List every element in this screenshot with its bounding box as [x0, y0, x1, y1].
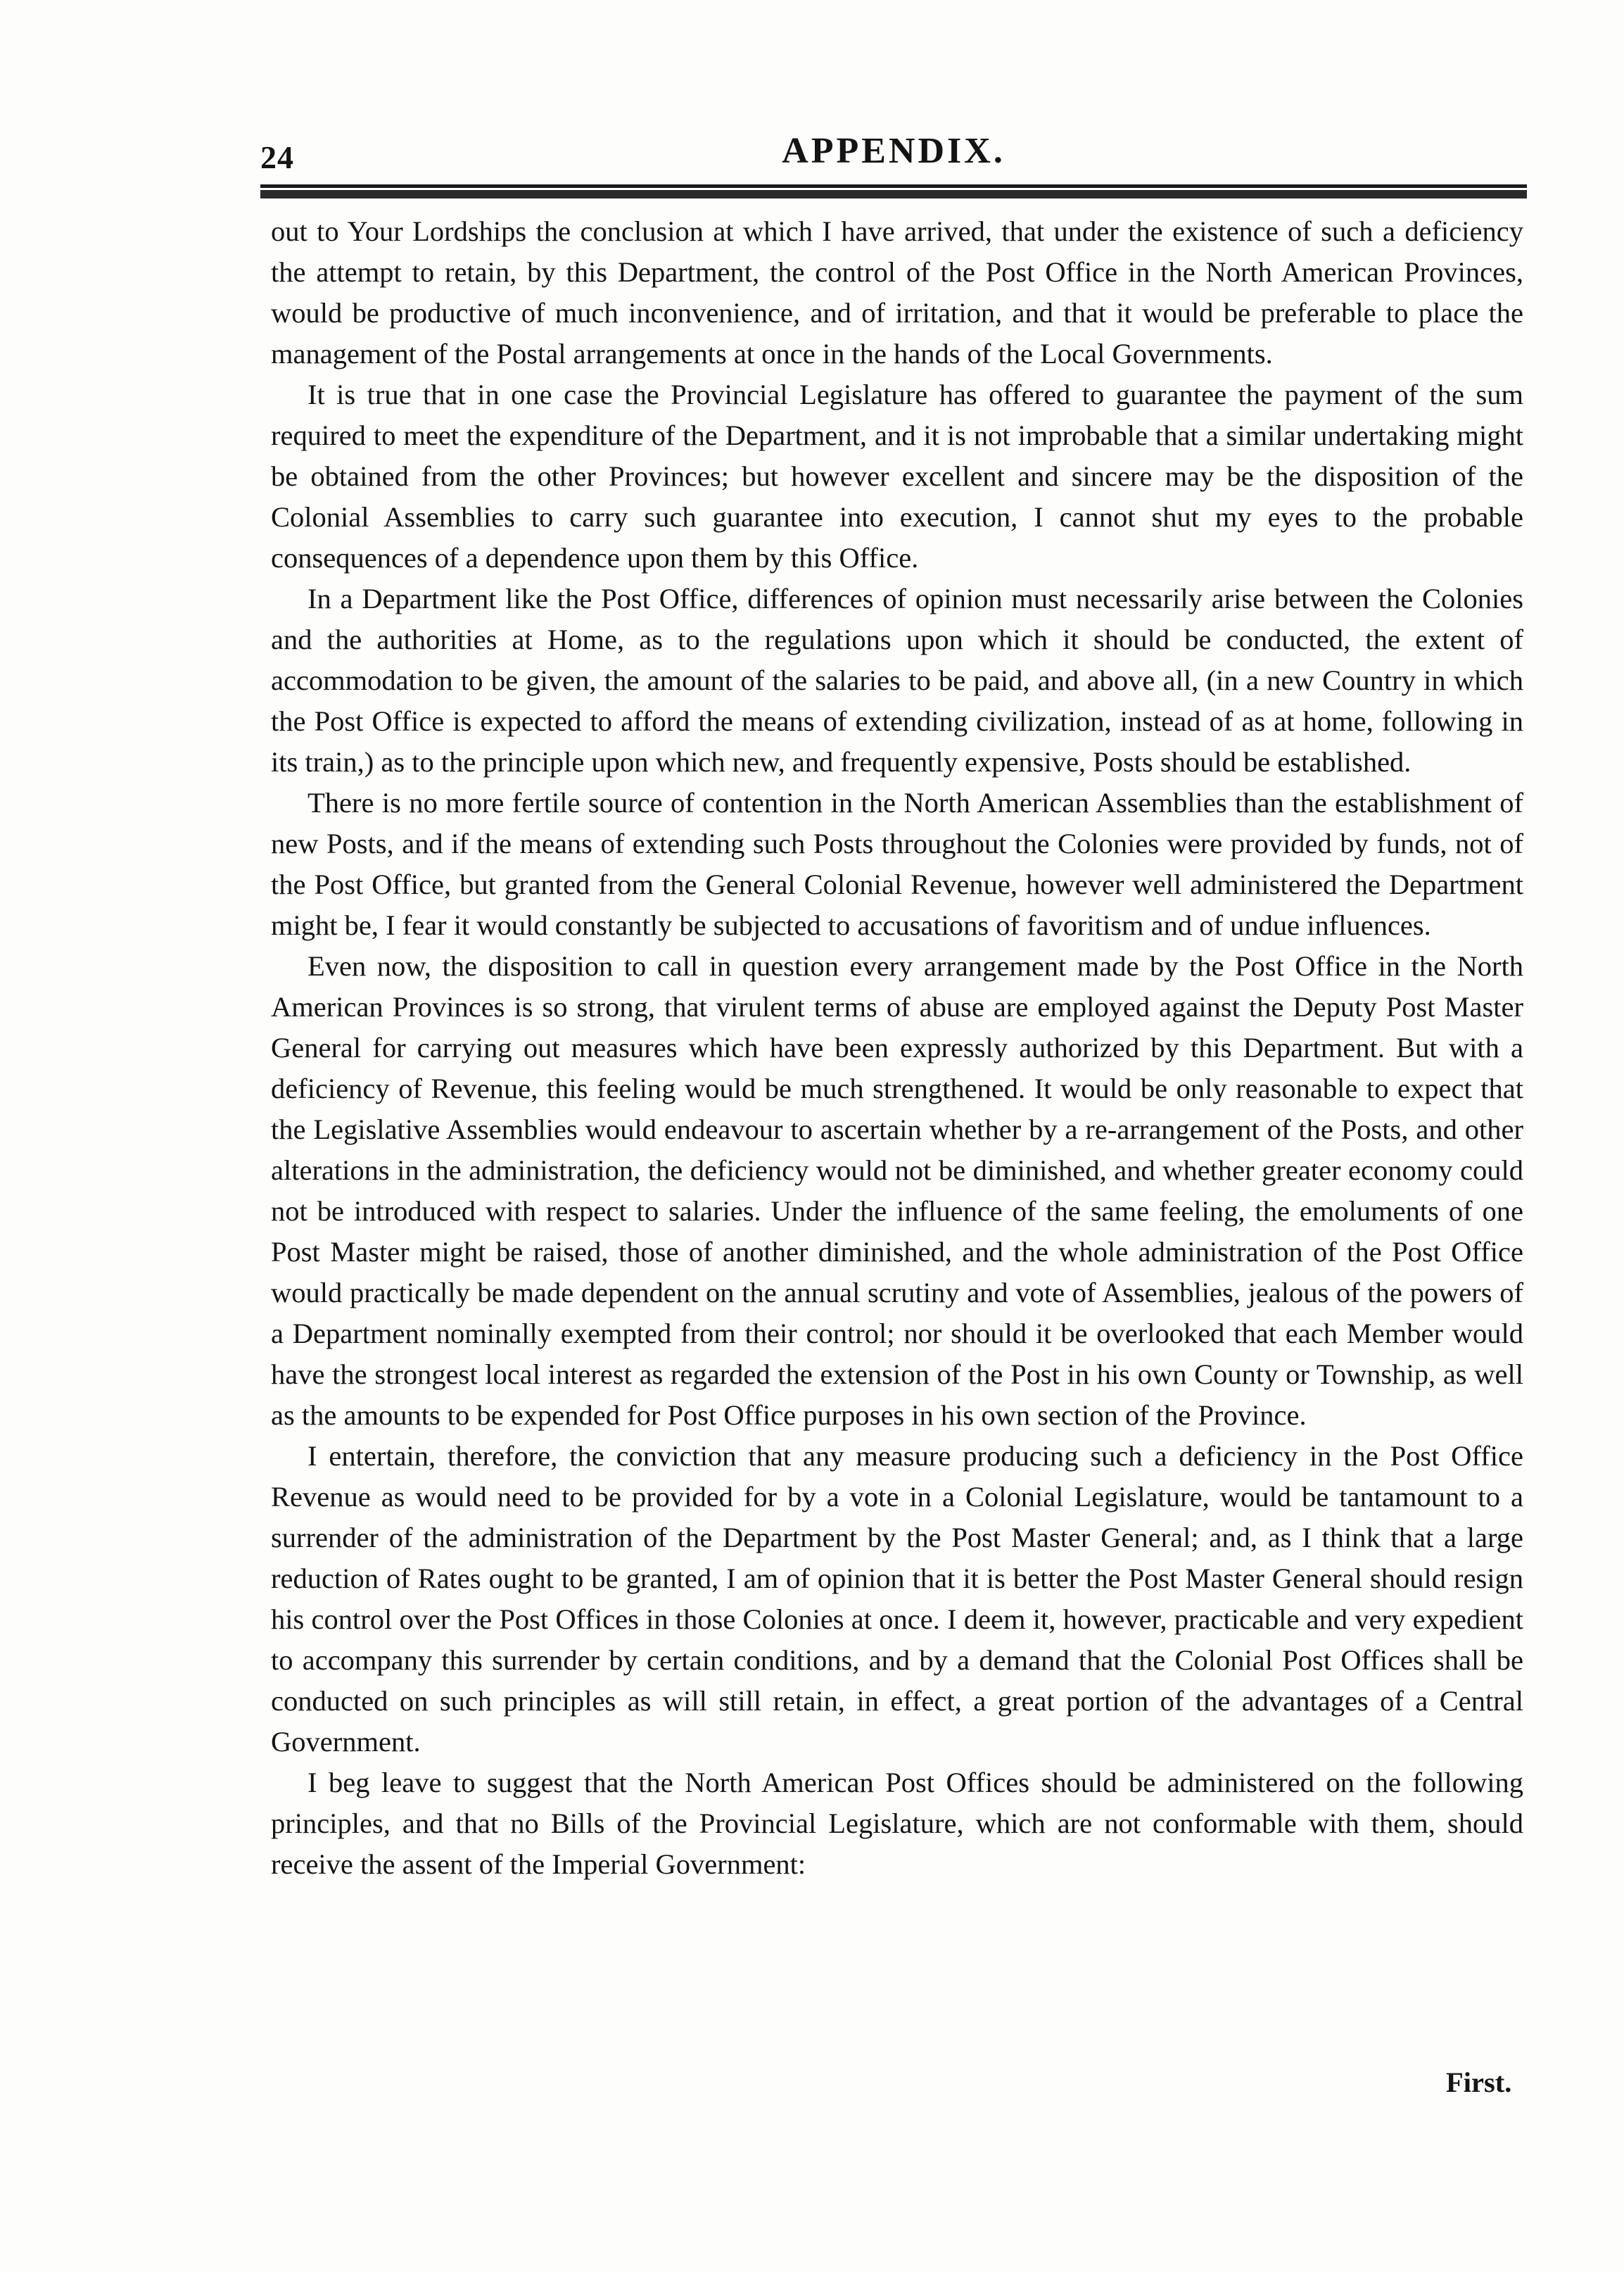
paragraph-5: Even now, the disposition to call in question every arrangement made by the Post Office in the North American Provinces is so strong, that virulent terms of abuse are employed against the Deputy Post Master General for carrying out measures which have been expressly authorized by this Department. But with a deficiency of Revenue, this feeling would be much strengthened. It would be only reasonable to expect that the Legislative Assemblies would endeavour to ascertain whether by a re-arrangement of the Posts, and other alterations in the administration, the deficiency would not be diminished, and whether greater economy could not be introduced with respect to salaries. Under the influence of the same feeling, the emoluments of one Post Master might be raised, those of another diminished, and the whole administration of the Post Office would practically be made dependent on the annual scrutiny and vote of Assemblies, jealous of the powers of a Department nominally exempted from their control; nor should it be overlooked that each Member would have the strongest local interest as regarded the extension of the Post in his own County or Township, as well as the amounts to be expended for Post Office purposes in his own section of the Province. — [271, 950, 1523, 1431]
body-text — [271, 211, 1523, 1885]
header-rule — [260, 184, 1527, 198]
paragraph-7: I beg leave to suggest that the North American Post Offices should be administered on the following principles, and that no Bills of the Provincial Legislature, which are not conformable with them, should receive the assent of the Imperial Government: — [271, 1767, 1523, 1880]
paragraph-2: It is true that in one case the Provincial Legislature has offered to guarantee the payment of the sum required to meet the expenditure of the Department, and it is not improbable that a similar undertaking might be obtained from the other Provinces; but however excellent and sincere may be the disposition of the Colonial Assemblies to carry such guarantee into execution, I cannot shut my eyes to the probable consequences of a dependence upon them by this Office. — [271, 379, 1523, 574]
page-title: APPENDIX. — [782, 131, 1006, 171]
page-number: 24 — [260, 139, 294, 175]
paragraph-6: I entertain, therefore, the conviction that any measure producing such a deficiency in the Post Office Revenue as would need to be provided for by a vote in a Colonial Legislature, would be tantamount to a surrender of the administration of the Department by the Post Master General; and, as I think that a large reduction of Rates ought to be granted, I am of opinion that it is better the Post Master General should resign his control over the Post Offices in those Colonies at once. I deem it, however, practicable and very expedient to accompany this surrender by certain conditions, and by a demand that the Colonial Post Offices shall be conducted on such principles as will still retain, in effect, a great portion of the advantages of a Central Government. — [271, 1440, 1523, 1757]
page-header — [260, 130, 1527, 187]
paragraph-1: out to Your Lordships the conclusion at which I have arrived, that under the existence of such a deficiency the attempt to retain, by this Department, the control of the Post Office in the North American Provinces, would be productive of much inconvenience, and of irritation, and that it would be preferable to place the management of the Postal arrangements at once in the hands of the Local Governments. — [271, 215, 1523, 370]
paragraph-3: In a Department like the Post Office, differences of opinion must necessarily arise between the Colonies and the authorities at Home, as to the regulations upon which it should be conducted, the extent of accommodation to be given, the amount of the salaries to be paid, and above all, (in a new Country in which the Post Office is expected to afford the means of extending civilization, instead of as at home, following in its train,) as to the principle upon which new, and frequently expensive, Posts should be established. — [271, 583, 1523, 778]
paragraph-4: There is no more fertile source of contention in the North American Assemblies than the establishment of new Posts, and if the means of extending such Posts throughout the Colonies were provided by funds, not of the Post Office, but granted from the General Colonial Revenue, however well administered the Department might be, I fear it would constantly be subjected to accusations of favoritism and of undue influences. — [271, 787, 1523, 941]
catchword: First. — [1446, 2066, 1512, 2098]
